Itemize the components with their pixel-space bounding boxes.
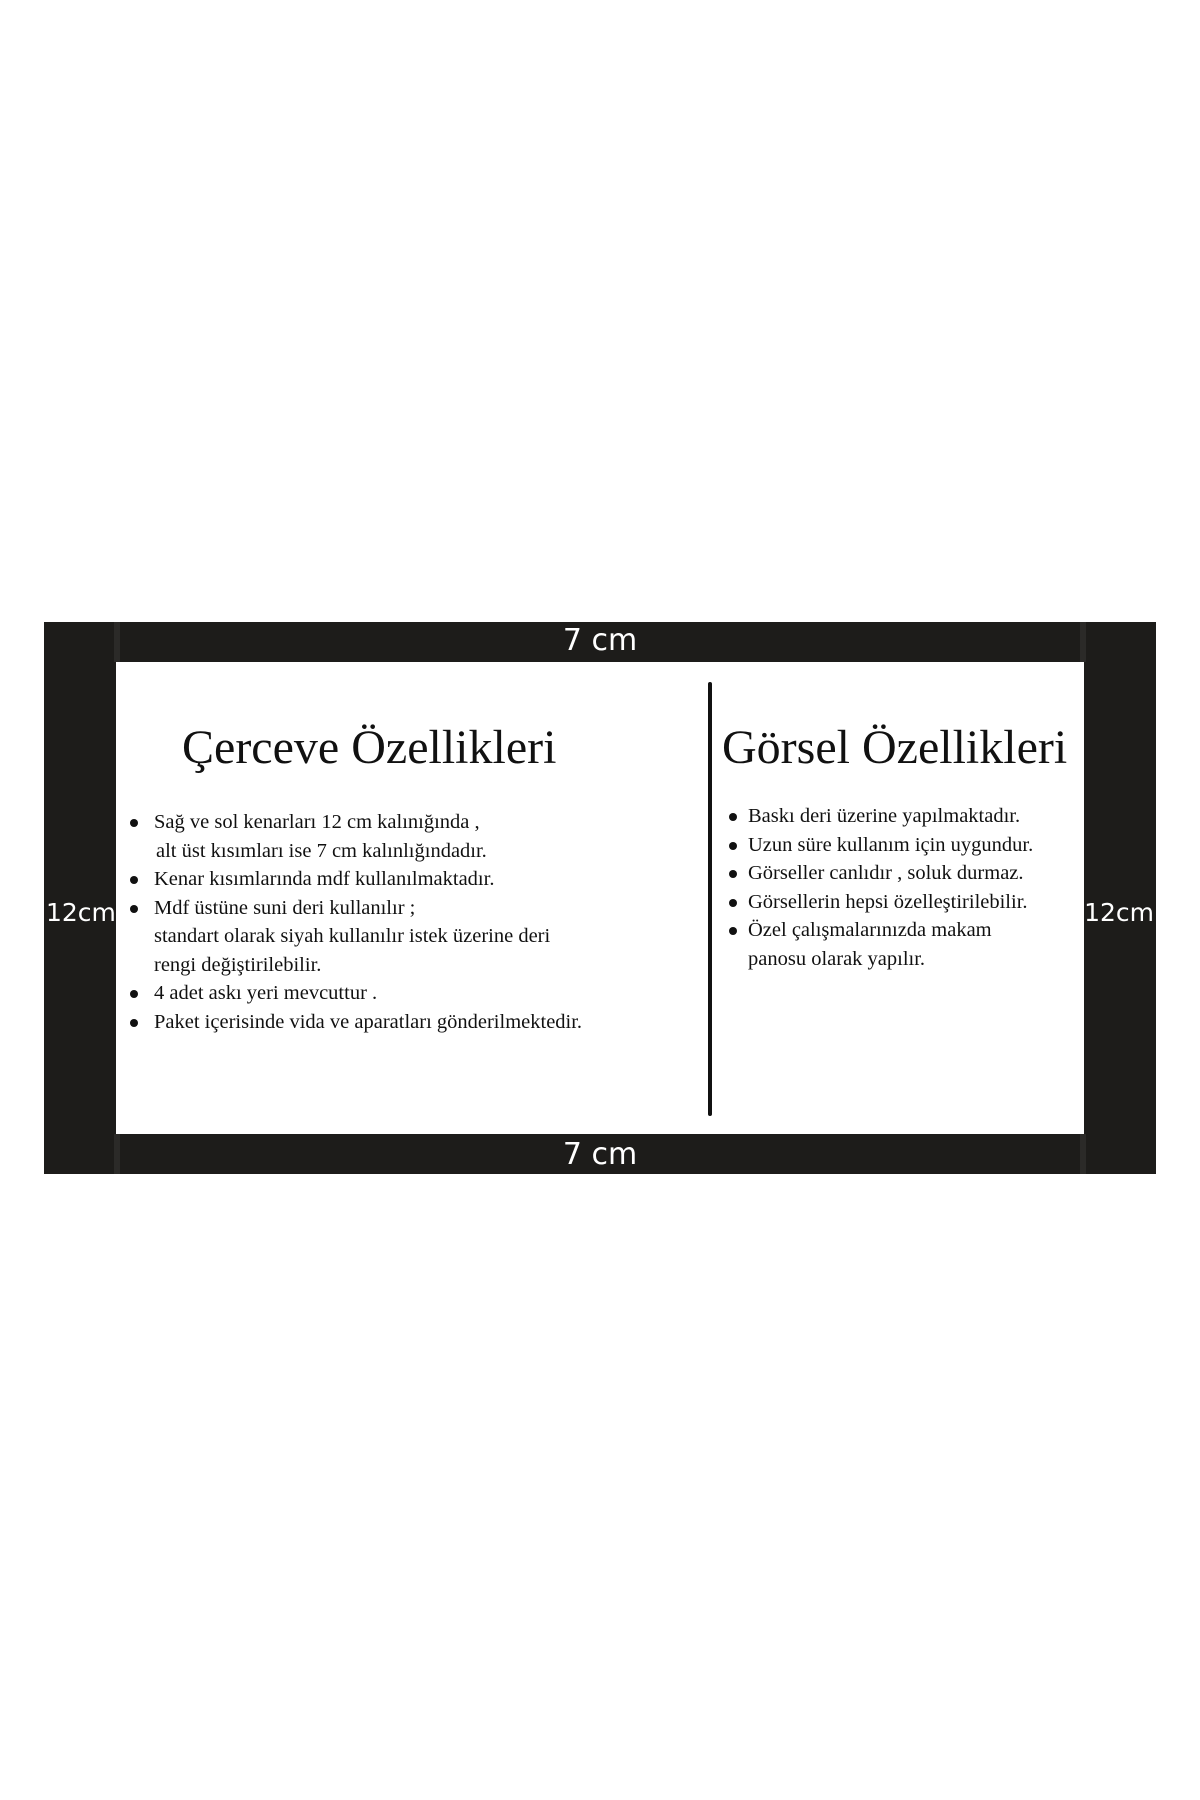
bullet-icon xyxy=(729,899,737,907)
column-divider xyxy=(708,682,712,1116)
bullet-icon xyxy=(729,813,737,821)
image-features-list xyxy=(720,802,1084,973)
bullet-icon xyxy=(729,927,737,935)
frame-features-title: Çerceve Özellikleri xyxy=(182,721,557,774)
list-item-line: Görsellerin hepsi özelleştirilebilir. xyxy=(748,890,1028,913)
image-features-column xyxy=(720,721,1084,973)
list-item-line: Sağ ve sol kenarları 12 cm kalınığında , xyxy=(154,811,480,833)
list-item-line: Paket içerisinde vida ve aparatları gönderilmektedir. xyxy=(154,1010,583,1033)
bullet-icon xyxy=(130,1019,138,1027)
frame-features-column xyxy=(116,721,700,1036)
list-item xyxy=(728,802,1084,831)
list-item-line: 4 adet askı yeri mevcuttur . xyxy=(154,982,378,1004)
list-item xyxy=(728,888,1084,917)
list-item-line: rengi değiştirilebilir. xyxy=(154,953,322,976)
list-item xyxy=(728,859,1084,888)
bullet-icon xyxy=(130,990,138,998)
bullet-icon xyxy=(130,876,138,884)
list-item-line: Özel çalışmalarınızda makam xyxy=(748,919,992,941)
list-item-line: panosu olarak yapılır. xyxy=(748,947,926,970)
list-item-line: Uzun süre kullanım için uygundur. xyxy=(748,833,1034,856)
list-item xyxy=(128,1008,700,1037)
bullet-icon xyxy=(729,842,737,850)
list-item-line: standart olarak siyah kullanılır istek üzerine deri xyxy=(154,925,551,947)
right-dimension-label: 12cm xyxy=(1084,898,1154,927)
black-frame xyxy=(44,622,1156,1174)
bullet-icon xyxy=(130,819,138,827)
left-dimension-label: 12cm xyxy=(46,898,116,927)
frame-features-list xyxy=(116,808,700,1036)
list-item xyxy=(128,894,700,980)
list-item xyxy=(128,979,700,1008)
bullet-icon xyxy=(130,905,138,913)
top-dimension-label: 7 cm xyxy=(562,623,638,658)
list-item-line: alt üst kısımları ise 7 cm kalınlığındadır. xyxy=(156,839,487,862)
white-panel xyxy=(116,662,1084,1134)
list-item xyxy=(128,808,700,865)
list-item-line: Baskı deri üzerine yapılmaktadır. xyxy=(748,805,1021,827)
list-item-line: Kenar kısımlarında mdf kullanılmaktadır. xyxy=(154,868,495,890)
list-item-line: Mdf üstüne suni deri kullanılır ; xyxy=(154,896,416,919)
list-item xyxy=(728,916,1084,973)
list-item xyxy=(728,831,1084,860)
image-features-title: Görsel Özellikleri xyxy=(722,721,1068,774)
list-item-line: Görseller canlıdır , soluk durmaz. xyxy=(748,862,1024,884)
bullet-icon xyxy=(729,870,737,878)
bottom-dimension-label: 7 cm xyxy=(562,1137,638,1172)
list-item xyxy=(128,865,700,894)
